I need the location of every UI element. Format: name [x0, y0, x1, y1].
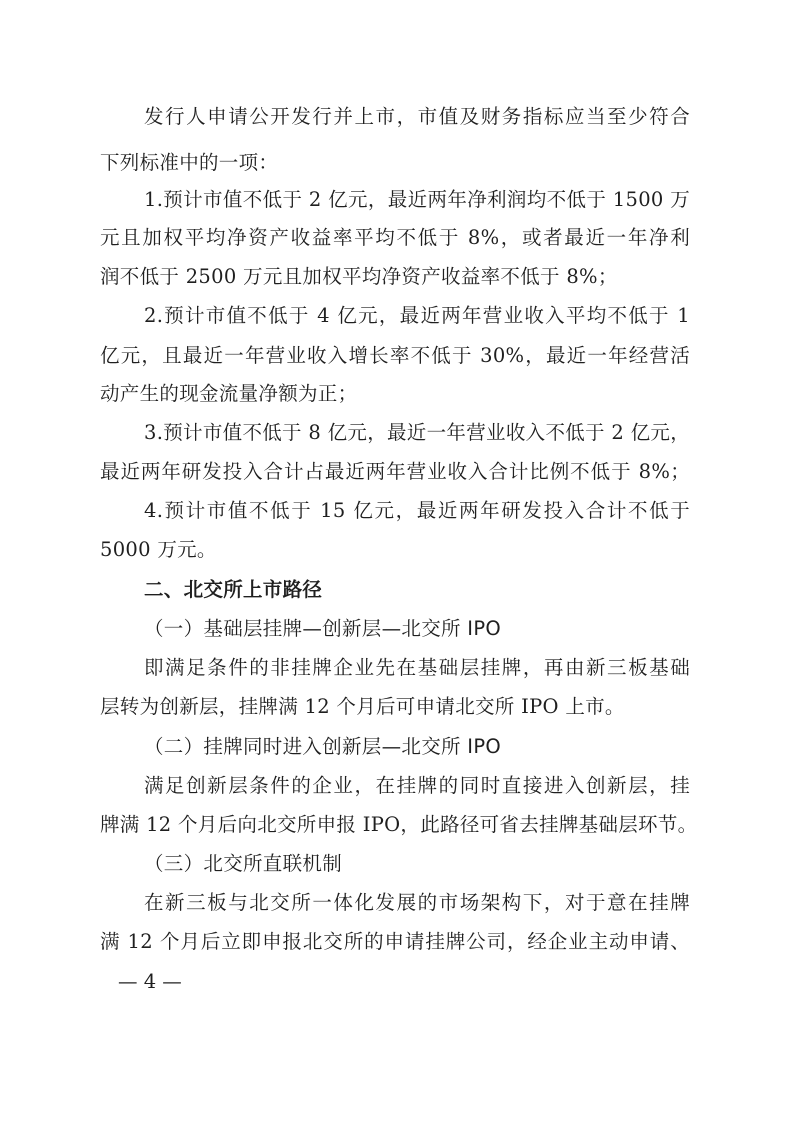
section-heading: 二、北交所上市路径 [144, 578, 323, 601]
paragraph-line: 满足创新层条件的企业，在挂牌的同时直接进入创新层，挂 [144, 774, 690, 797]
paragraph-line: 牌满 12 个月后向北交所申报 IPO，此路径可省去挂牌基础层环节。 [100, 813, 698, 836]
paragraph-line: 在新三板与北交所一体化发展的市场架构下，对于意在挂牌 [144, 891, 690, 914]
paragraph-line: 层转为创新层，挂牌满 12 个月后可申请北交所 IPO 上市。 [100, 695, 625, 718]
paragraph-line: 5000 万元。 [100, 538, 217, 561]
paragraph-line: 下列标准中的一项： [100, 151, 279, 174]
paragraph-line: 1.预计市值不低于 2 亿元，最近两年净利润均不低于 1500 万 [144, 188, 690, 211]
paragraph-line: 2.预计市值不低于 4 亿元，最近两年营业收入平均不低于 1 [144, 304, 690, 327]
paragraph-line: 最近两年研发投入合计占最近两年营业收入合计比例不低于 8%； [100, 460, 690, 483]
paragraph-line: 3.预计市值不低于 8 亿元，最近一年营业收入不低于 2 亿元， [144, 421, 690, 444]
paragraph-line: 亿元，且最近一年营业收入增长率不低于 30%，最近一年经营活 [100, 344, 690, 367]
subsection-heading: （三）北交所直联机制 [144, 852, 343, 875]
paragraph-line: 4.预计市值不低于 15 亿元，最近两年研发投入合计不低于 [144, 499, 690, 522]
paragraph-line: 润不低于 2500 万元且加权平均净资产收益率不低于 8%； [100, 265, 618, 288]
page-number: — 4 — [118, 970, 182, 993]
paragraph-line: 元且加权平均净资产收益率平均不低于 8%，或者最近一年净利 [100, 226, 690, 249]
paragraph-line: 即满足条件的非挂牌企业先在基础层挂牌，再由新三板基础 [144, 656, 690, 679]
subsection-heading: （二）挂牌同时进入创新层—北交所 IPO [144, 735, 502, 758]
paragraph-line: 动产生的现金流量净额为正； [100, 382, 358, 405]
subsection-heading: （一）基础层挂牌—创新层—北交所 IPO [144, 617, 502, 640]
paragraph-line: 满 12 个月后立即申报北交所的申请挂牌公司，经企业主动申请、 [100, 930, 690, 953]
paragraph-line: 发行人申请公开发行并上市，市值及财务指标应当至少符合 [144, 105, 690, 128]
